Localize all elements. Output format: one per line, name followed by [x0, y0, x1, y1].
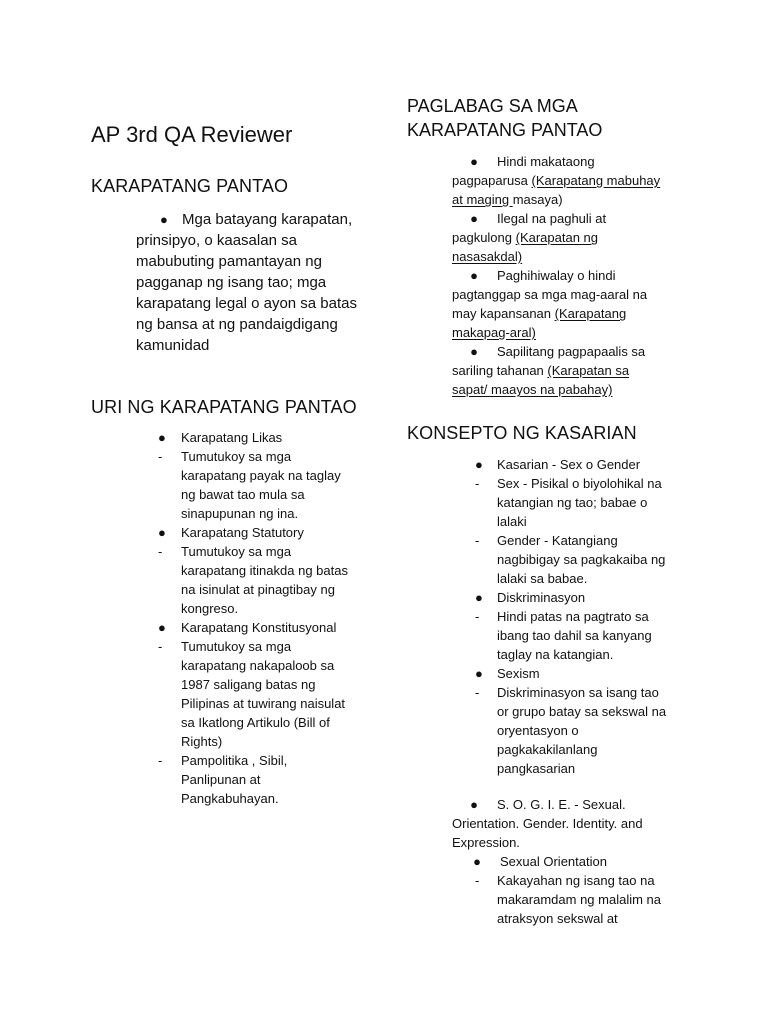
text-line: Sapilitang pagpapaalis sa — [497, 344, 646, 359]
text-line: ibang tao dahil sa kanyang — [497, 628, 652, 643]
list-item — [158, 637, 378, 751]
text-line: karapatang payak na taglay — [181, 468, 341, 483]
list-item — [475, 871, 702, 928]
sogie-block — [452, 795, 702, 928]
heading-line: KARAPATANG PANTAO — [407, 120, 603, 140]
text-line: masaya) — [512, 192, 563, 207]
text-line: Mga batayang karapatan, — [182, 211, 353, 228]
text-line: pagganap ng isang tao; mga — [136, 274, 327, 291]
list-item — [158, 542, 378, 618]
dash-marker: - — [475, 873, 480, 888]
heading-line: PAGLABAG SA MGA — [407, 96, 578, 116]
underlined-right: at maging — [452, 192, 513, 207]
text-line: Diskriminasyon sa isang tao — [497, 685, 659, 700]
bullet-icon: ● — [158, 620, 166, 635]
text-line: Panlipunan at — [181, 772, 261, 787]
text-line: Gender - Katangiang — [497, 533, 618, 548]
list-item — [158, 523, 378, 542]
text-line: Kakayahan ng isang tao na — [497, 873, 655, 888]
bullet-icon: ● — [470, 268, 478, 283]
text-line: Pangkabuhayan. — [181, 791, 279, 806]
bullet-icon: ● — [470, 154, 478, 169]
dash-marker: - — [158, 449, 163, 464]
text-line: Karapatang Likas — [181, 430, 283, 445]
dash-marker: - — [475, 476, 480, 491]
text-line: Diskriminasyon — [497, 590, 586, 605]
text-line: pagkulong — [452, 230, 516, 245]
text-line: ng bansa at ng pandaigdigang — [136, 316, 338, 333]
underlined-right: (Karapatang — [554, 306, 627, 321]
text-line: atraksyon sekswal at — [497, 911, 618, 926]
text-line: ng bawat tao mula sa — [181, 487, 305, 502]
list-item — [158, 428, 378, 447]
bullet-icon: ● — [470, 211, 478, 226]
konsepto-list — [475, 455, 695, 778]
bullet-icon: ● — [158, 525, 166, 540]
list-item — [475, 683, 695, 778]
bullet-icon: ● — [158, 430, 166, 445]
underlined-right: (Karapatan sa — [547, 363, 630, 378]
section-heading-uri: URI NG KARAPATANG PANTAO — [91, 397, 357, 417]
underlined-right: (Karapatang mabuhay — [531, 173, 661, 188]
list-item — [158, 447, 378, 523]
text-line: sariling tahanan — [452, 363, 548, 378]
text-line: makaramdam ng malalim na — [497, 892, 662, 907]
dash-marker: - — [475, 533, 480, 548]
text-line: Sex - Pisikal o biyolohikal na — [497, 476, 662, 491]
text-line: pangkasarian — [497, 761, 576, 776]
text-line: Tumutukoy sa mga — [181, 639, 292, 654]
text-line: nagbibigay sa pagkakaiba ng — [497, 552, 666, 567]
bullet-icon: ● — [475, 590, 483, 605]
text-line: Ilegal na paghuli at — [497, 211, 607, 226]
text-line: Rights) — [181, 734, 223, 749]
text-line: taglay na katangian. — [497, 647, 614, 662]
text-line: Sexism — [497, 666, 540, 681]
text-line: may kapansanan — [452, 306, 555, 321]
bullet-icon: ● — [470, 797, 478, 812]
underlined-right: sapat/ maayos na pabahay) — [452, 382, 613, 397]
text-line: sinapupunan ng ina. — [181, 506, 299, 521]
dash-marker: - — [158, 544, 163, 559]
text-line: Expression. — [452, 835, 520, 850]
list-item — [158, 618, 378, 637]
text-line: kongreso. — [181, 601, 239, 616]
text-line: pagtanggap sa mga mag-aaral na — [452, 287, 648, 302]
bullet-icon: ● — [473, 854, 481, 869]
bullet-icon: ● — [475, 666, 483, 681]
list-item — [475, 664, 695, 683]
underlined-right: makapag-aral) — [452, 325, 536, 340]
text-line: pagkakakilanlang — [497, 742, 598, 757]
text-line: Paghihiwalay o hindi — [497, 268, 616, 283]
text-line: 1987 saligang batas ng — [181, 677, 316, 692]
document-title: AP 3rd QA Reviewer — [91, 122, 293, 147]
list-item — [158, 751, 378, 808]
text-line: Pilipinas at tuwirang naisulat — [181, 696, 346, 711]
text-line: lalaki sa babae. — [497, 571, 588, 586]
text-line: Tumutukoy sa mga — [181, 544, 292, 559]
bullet-icon: ● — [475, 457, 483, 472]
underlined-right: (Karapatan ng — [515, 230, 599, 245]
text-line: lalaki — [497, 514, 527, 529]
list-item — [475, 455, 695, 474]
text-line: karapatang legal o ayon sa batas — [136, 295, 357, 312]
text-line: Hindi patas na pagtrato sa — [497, 609, 649, 624]
text-line: Orientation. Gender. Identity. and — [452, 816, 643, 831]
text-line: or grupo batay sa sekswal na — [497, 704, 667, 719]
text-line: Sexual Orientation — [500, 854, 607, 869]
section-heading-konsepto: KONSEPTO NG KASARIAN — [407, 423, 637, 443]
bullet-icon: ● — [470, 344, 478, 359]
section-heading-paglabag — [407, 94, 602, 142]
text-line: Pampolitika , Sibil, — [181, 753, 288, 768]
text-line: katangian ng tao; babae o — [497, 495, 648, 510]
karapatang-pantao-definition — [136, 209, 376, 356]
underlined-right: nasasakdal) — [452, 249, 523, 264]
text-line: kamunidad — [136, 337, 210, 354]
text-line: S. O. G. I. E. - Sexual. — [497, 797, 626, 812]
text-line: karapatang nakapaloob sa — [181, 658, 335, 673]
list-item — [475, 474, 695, 531]
text-line: karapatang itinakda ng batas — [181, 563, 348, 578]
text-line: pagpaparusa — [452, 173, 532, 188]
text-line: mabubuting pamantayan ng — [136, 253, 322, 270]
dash-marker: - — [158, 753, 163, 768]
bullet-icon: ● — [160, 212, 168, 227]
text-line: Kasarian - Sex o Gender — [497, 457, 641, 472]
text-line: na isinulat at pinagtibay ng — [181, 582, 335, 597]
dash-marker: - — [475, 609, 480, 624]
text-line: oryentasyon o — [497, 723, 579, 738]
text-line: prinsipyo, o kaasalan sa — [136, 232, 297, 249]
list-item — [475, 531, 695, 588]
text-line: sa Ikatlong Artikulo (Bill of — [181, 715, 330, 730]
dash-marker: - — [158, 639, 163, 654]
uri-list — [158, 428, 378, 808]
list-item — [475, 607, 695, 664]
text-line: Hindi makataong — [497, 154, 595, 169]
list-item — [475, 588, 695, 607]
dash-marker: - — [475, 685, 480, 700]
text-line: Tumutukoy sa mga — [181, 449, 292, 464]
text-line: Karapatang Statutory — [181, 525, 304, 540]
text-line: Karapatang Konstitusyonal — [181, 620, 337, 635]
paglabag-list — [452, 152, 692, 399]
section-heading-karapatang-pantao: KARAPATANG PANTAO — [91, 176, 289, 196]
